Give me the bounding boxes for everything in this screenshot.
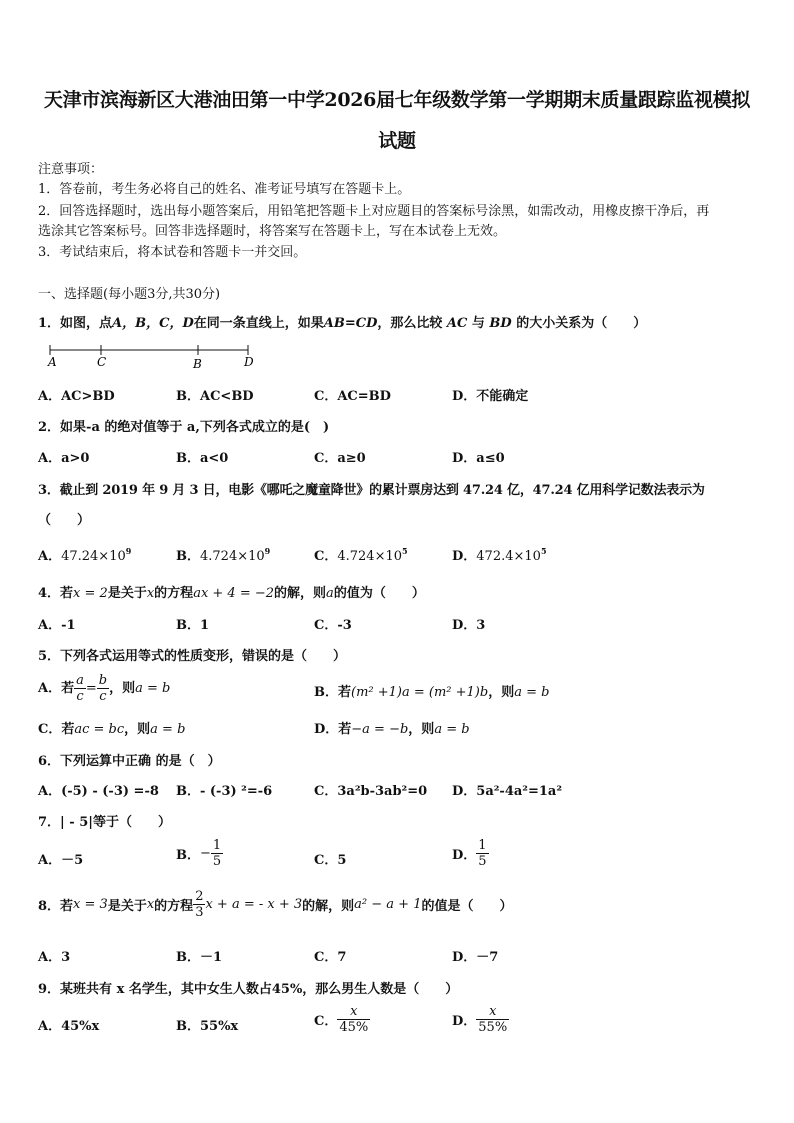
option-exponent: 9 xyxy=(125,546,132,556)
numerator: a xyxy=(76,673,84,688)
q5-result: a = b xyxy=(434,722,470,737)
numerator: x xyxy=(337,1004,370,1020)
q4-text: 4．若 xyxy=(38,586,74,601)
numerator: 1 xyxy=(212,838,222,853)
q1-text: 在同一条直线上，如果 xyxy=(193,316,324,331)
q5-option-b xyxy=(314,681,549,700)
numerator: 2 xyxy=(195,889,204,904)
page-title: 天津市滨海新区大港油田第一中学2026届七年级数学第一学期期末质量跟踪监视模拟 xyxy=(43,89,751,111)
fraction xyxy=(97,673,109,704)
q8-text: 是关于 xyxy=(107,899,147,914)
label-c: C xyxy=(97,355,107,369)
q9-option-a: A．45%x xyxy=(38,1019,100,1034)
q5-text: ，则 xyxy=(488,685,515,700)
q5-option-a xyxy=(38,673,170,704)
q5-expression: (m² +1)a = (m² +1)b xyxy=(351,685,489,700)
q3-option-d xyxy=(452,545,547,564)
q7-option-b xyxy=(176,838,223,869)
option-exponent: 5 xyxy=(540,546,547,556)
q6-option-a: A．(-5) - (-3) =-8 xyxy=(38,784,159,799)
question-3-stem: 3．截止到 2019 年 9 月 3 日，电影《哪吒之魔童降世》的累计票房达到 47.24 亿，47.24 亿用科学记数法表示为 xyxy=(38,483,705,498)
q2-option-a: A．a>0 xyxy=(38,451,90,466)
q7-option-d xyxy=(452,838,489,869)
question-6-stem: 6．下列运算中正确 的是（ ） xyxy=(38,754,221,769)
note-item: 3．考试结束后，将本试卷和答题卡一并交回。 xyxy=(38,245,307,260)
q4-option-c: C．-3 xyxy=(314,618,352,633)
q2-option-b: B．a<0 xyxy=(176,451,229,466)
option-label: C． xyxy=(314,1014,338,1029)
q8-option-a: A．3 xyxy=(38,950,71,965)
q1-option-a: A．AC>BD xyxy=(38,389,115,404)
q1-text: 1．如图，点 xyxy=(38,316,113,331)
question-7-stem: 7．| - 5|等于（ ） xyxy=(38,815,171,830)
q1-option-b: B．AC<BD xyxy=(176,389,254,404)
fraction xyxy=(476,838,488,869)
denominator: 3 xyxy=(195,905,204,920)
denominator: c xyxy=(99,689,107,704)
denominator: 45% xyxy=(339,1020,369,1035)
q1-equation: AB=CD xyxy=(323,316,378,331)
q8-equation: x + a = - x + 3 xyxy=(205,897,303,912)
q8-text: 的解，则 xyxy=(302,899,355,914)
q1-number-line xyxy=(40,343,260,373)
q5-option-d xyxy=(314,718,470,737)
fraction xyxy=(211,838,223,869)
q7-option-c: C．5 xyxy=(314,853,347,868)
section-heading: 一、选择题(每小题3分,共30分) xyxy=(38,287,221,302)
label-b: B xyxy=(193,357,202,371)
q5-text: ，则 xyxy=(124,722,151,737)
q4-var: x xyxy=(146,586,155,601)
option-mantissa: 47.24×10 xyxy=(61,549,126,564)
fraction xyxy=(337,1004,370,1035)
question-3-stem-cont: （ ） xyxy=(38,513,91,528)
option-label: D． xyxy=(452,1014,477,1029)
q5-result: a = b xyxy=(150,722,186,737)
fraction xyxy=(74,673,86,704)
q4-option-a: A．-1 xyxy=(38,618,76,633)
q8-text: 的方程 xyxy=(154,899,194,914)
q8-option-b: B．－1 xyxy=(176,950,223,965)
numerator: x xyxy=(476,1004,509,1020)
q8-option-d: D．－7 xyxy=(452,950,499,965)
q8-condition: x = 3 xyxy=(73,897,108,912)
minus-sign: − xyxy=(200,846,211,861)
equals: = xyxy=(85,681,97,696)
question-2-stem: 2．如果-a 的绝对值等于 a,下列各式成立的是( ) xyxy=(38,420,330,435)
q3-option-b xyxy=(176,545,270,564)
q1-text: 与 xyxy=(471,316,485,331)
q1-points: A，B，C，D xyxy=(112,316,194,331)
q9-option-d xyxy=(452,1004,509,1035)
q4-var: a xyxy=(326,586,334,601)
q2-option-d: D．a≤0 xyxy=(452,451,505,466)
q8-text: 8．若 xyxy=(38,899,74,914)
q4-option-d: D．3 xyxy=(452,618,486,633)
label-a: A xyxy=(48,355,57,369)
note-item: 2．回答选择题时，选出每小题答案后，用铅笔把答题卡上对应题目的答案标号涂黑，如需改动，用橡皮擦干净后，再 xyxy=(38,204,710,219)
q4-equation: ax + 4 = −2 xyxy=(193,586,275,601)
option-mantissa: 472.4×10 xyxy=(476,549,541,564)
q5-expression: ac = bc xyxy=(74,722,125,737)
q5-text: ，则 xyxy=(109,681,136,696)
denominator: 55% xyxy=(478,1020,508,1035)
q8-option-c: C．7 xyxy=(314,950,347,965)
q1-option-d: D．不能确定 xyxy=(452,389,529,404)
option-label: B．若 xyxy=(314,685,351,700)
option-label: D． xyxy=(452,848,477,863)
q9-option-c xyxy=(314,1004,370,1035)
q4-text: 的解，则 xyxy=(274,586,327,601)
question-5-stem: 5．下列各式运用等式的性质变形，错误的是（ ） xyxy=(38,649,347,664)
option-label: C． xyxy=(314,549,338,564)
q6-option-c: C．3a²b-3ab²=0 xyxy=(314,784,428,799)
fraction xyxy=(193,889,205,920)
denominator: 5 xyxy=(212,854,222,869)
option-label: A．若 xyxy=(38,681,75,696)
q4-condition: x = 2 xyxy=(73,586,108,601)
q9-option-b: B．55%x xyxy=(176,1019,239,1034)
question-8-stem xyxy=(38,889,513,920)
q3-option-a xyxy=(38,545,131,564)
option-mantissa: 4.724×10 xyxy=(337,549,403,564)
q1-text: ，那么比较 xyxy=(377,316,443,331)
denominator: c xyxy=(76,689,84,704)
option-label: B． xyxy=(176,549,200,564)
option-label: D．若 xyxy=(314,722,352,737)
q4-text: 是关于 xyxy=(107,586,147,601)
q5-result: a = b xyxy=(514,685,550,700)
q8-expression: a² − a + 1 xyxy=(354,897,422,912)
option-label: C．若 xyxy=(38,722,75,737)
question-4-stem xyxy=(38,582,425,601)
q6-option-d: D．5a²-4a²=1a² xyxy=(452,784,563,799)
question-9-stem: 9．某班共有 x 名学生，其中女生人数占45%，那么男生人数是（ ） xyxy=(38,982,459,997)
option-label: A． xyxy=(38,549,62,564)
numerator: b xyxy=(98,673,108,688)
option-label: D． xyxy=(452,549,477,564)
q1-option-c: C．AC=BD xyxy=(314,389,391,404)
option-exponent: 5 xyxy=(402,546,408,556)
q4-text: 的方程 xyxy=(154,586,194,601)
q6-option-b: B．- (-3) ²=-6 xyxy=(176,784,273,799)
q5-option-c xyxy=(38,718,185,737)
q5-result: a = b xyxy=(135,681,171,696)
denominator: 5 xyxy=(478,854,487,869)
fraction xyxy=(476,1004,509,1035)
q5-text: ，则 xyxy=(408,722,435,737)
q4-text: 的值为（ ） xyxy=(333,586,425,601)
q4-option-b: B．1 xyxy=(176,618,210,633)
q7-option-a: A．－5 xyxy=(38,853,84,868)
q1-text: 的大小关系为（ ） xyxy=(516,316,647,331)
q8-text: 的值是（ ） xyxy=(421,899,513,914)
q5-expression: −a = −b xyxy=(351,722,409,737)
q3-option-c xyxy=(314,545,408,564)
question-1-stem xyxy=(38,312,646,331)
option-mantissa: 4.724×10 xyxy=(200,549,265,564)
q8-var: x xyxy=(146,897,155,912)
q1-bd: BD xyxy=(489,316,512,331)
notes-heading: 注意事项： xyxy=(38,162,104,177)
q1-ac: AC xyxy=(446,316,468,331)
note-item: 1．答卷前，考生务必将自己的姓名、准考证号填写在答题卡上。 xyxy=(38,182,411,197)
page-title-line2: 试题 xyxy=(378,130,416,152)
numerator: 1 xyxy=(478,838,487,853)
q2-option-c: C．a≥0 xyxy=(314,451,366,466)
option-exponent: 9 xyxy=(264,546,271,556)
label-d: D xyxy=(244,355,254,369)
option-label: B． xyxy=(176,848,200,863)
note-item: 选涂其它答案标号。回答非选择题时，将答案写在答题卡上，写在本试卷上无效。 xyxy=(38,224,507,239)
